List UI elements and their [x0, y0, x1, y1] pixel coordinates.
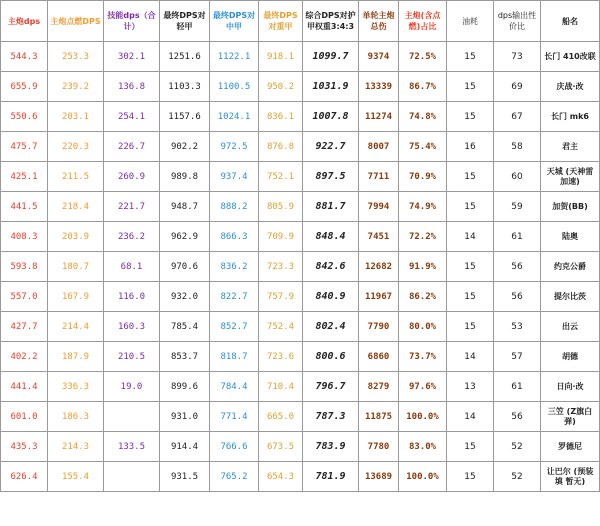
table-row: [1, 402, 600, 432]
main-ratio-cell: 97.6%: [399, 372, 447, 402]
weighted-dps-cell: 922.7: [303, 132, 359, 162]
ignite-dps-cell: 336.3: [48, 372, 104, 402]
oil-cost-cell: 14: [447, 222, 494, 252]
final-heavy-cell: 836.1: [259, 102, 303, 132]
ship-name-cell: 长门 mk6: [541, 102, 600, 132]
final-heavy-cell: 757.9: [259, 282, 303, 312]
final-light-cell: 931.5: [160, 462, 210, 492]
ship-name-cell: 胡德: [541, 342, 600, 372]
header-ship-name: 船名: [541, 1, 600, 42]
final-light-cell: 931.0: [160, 402, 210, 432]
salvo-damage-cell: 8007: [359, 132, 399, 162]
main-dps-cell: 408.3: [1, 222, 48, 252]
main-ratio-cell: 74.8%: [399, 102, 447, 132]
final-light-cell: 989.8: [160, 162, 210, 192]
final-medium-cell: 766.6: [210, 432, 259, 462]
oil-cost-cell: 14: [447, 342, 494, 372]
cost-efficiency-cell: 58: [494, 132, 541, 162]
main-dps-cell: 601.0: [1, 402, 48, 432]
ignite-dps-cell: 214.4: [48, 312, 104, 342]
ignite-dps-cell: 211.5: [48, 162, 104, 192]
ignite-dps-cell: 187.9: [48, 342, 104, 372]
cost-efficiency-cell: 59: [494, 192, 541, 222]
table-row: [1, 432, 600, 462]
header-main-ratio: 主炮(含点燃)占比: [399, 1, 447, 42]
skill-dps-cell: 226.7: [104, 132, 160, 162]
weighted-dps-cell: 1099.7: [303, 42, 359, 72]
weighted-dps-cell: 1007.8: [303, 102, 359, 132]
ship-name-cell: 君主: [541, 132, 600, 162]
main-dps-cell: 626.4: [1, 462, 48, 492]
ignite-dps-cell: 220.3: [48, 132, 104, 162]
skill-dps-cell: 136.8: [104, 72, 160, 102]
salvo-damage-cell: 6860: [359, 342, 399, 372]
final-medium-cell: 784.4: [210, 372, 259, 402]
header-cost-efficiency: dps输出性价比: [494, 1, 541, 42]
ship-name-cell: 提尔比茨: [541, 282, 600, 312]
ignite-dps-cell: 155.4: [48, 462, 104, 492]
final-medium-cell: 822.7: [210, 282, 259, 312]
skill-dps-cell: 302.1: [104, 42, 160, 72]
salvo-damage-cell: 7451: [359, 222, 399, 252]
weighted-dps-cell: 848.4: [303, 222, 359, 252]
oil-cost-cell: 14: [447, 402, 494, 432]
table-row: [1, 282, 600, 312]
oil-cost-cell: 15: [447, 42, 494, 72]
cost-efficiency-cell: 52: [494, 432, 541, 462]
weighted-dps-cell: 802.4: [303, 312, 359, 342]
ignite-dps-cell: 214.3: [48, 432, 104, 462]
ship-name-cell: 让巴尔 (预装填 暂无): [541, 462, 600, 492]
header-skill-dps: 技能dps（合计）: [104, 1, 160, 42]
skill-dps-cell: 68.1: [104, 252, 160, 282]
table-row: [1, 42, 600, 72]
final-heavy-cell: 654.3: [259, 462, 303, 492]
skill-dps-cell: [104, 462, 160, 492]
ignite-dps-cell: 186.3: [48, 402, 104, 432]
ship-name-cell: 日向·改: [541, 372, 600, 402]
main-dps-cell: 425.1: [1, 162, 48, 192]
oil-cost-cell: 15: [447, 462, 494, 492]
final-heavy-cell: 665.0: [259, 402, 303, 432]
weighted-dps-cell: 783.9: [303, 432, 359, 462]
final-heavy-cell: 752.1: [259, 162, 303, 192]
final-light-cell: 932.0: [160, 282, 210, 312]
ship-name-cell: 三笠 (Z旗白弹): [541, 402, 600, 432]
main-dps-cell: 441.4: [1, 372, 48, 402]
final-light-cell: 1157.6: [160, 102, 210, 132]
main-ratio-cell: 70.9%: [399, 162, 447, 192]
final-heavy-cell: 876.8: [259, 132, 303, 162]
oil-cost-cell: 15: [447, 282, 494, 312]
final-medium-cell: 852.7: [210, 312, 259, 342]
main-dps-cell: 655.9: [1, 72, 48, 102]
salvo-damage-cell: 11967: [359, 282, 399, 312]
cost-efficiency-cell: 52: [494, 462, 541, 492]
cost-efficiency-cell: 60: [494, 162, 541, 192]
final-heavy-cell: 752.4: [259, 312, 303, 342]
cost-efficiency-cell: 53: [494, 312, 541, 342]
weighted-dps-cell: 796.7: [303, 372, 359, 402]
oil-cost-cell: 15: [447, 192, 494, 222]
final-medium-cell: 1122.1: [210, 42, 259, 72]
header-ignite-dps: 主炮点燃DPS: [48, 1, 104, 42]
final-heavy-cell: 709.9: [259, 222, 303, 252]
salvo-damage-cell: 7780: [359, 432, 399, 462]
final-light-cell: 914.4: [160, 432, 210, 462]
cost-efficiency-cell: 73: [494, 42, 541, 72]
main-dps-cell: 557.0: [1, 282, 48, 312]
salvo-damage-cell: 13689: [359, 462, 399, 492]
salvo-damage-cell: 7711: [359, 162, 399, 192]
weighted-dps-cell: 840.9: [303, 282, 359, 312]
ship-name-cell: 天城 (天神雷 加速): [541, 162, 600, 192]
final-medium-cell: 866.3: [210, 222, 259, 252]
main-dps-cell: 593.8: [1, 252, 48, 282]
skill-dps-cell: [104, 402, 160, 432]
final-light-cell: 853.7: [160, 342, 210, 372]
header-weighted-dps: 综合DPS对护甲权重3:4:3: [303, 1, 359, 42]
main-dps-cell: 441.5: [1, 192, 48, 222]
main-ratio-cell: 86.2%: [399, 282, 447, 312]
weighted-dps-cell: 1031.9: [303, 72, 359, 102]
final-medium-cell: 836.2: [210, 252, 259, 282]
skill-dps-cell: 19.0: [104, 372, 160, 402]
main-ratio-cell: 91.9%: [399, 252, 447, 282]
skill-dps-cell: 221.7: [104, 192, 160, 222]
ship-name-cell: 加贺(BB): [541, 192, 600, 222]
main-ratio-cell: 73.7%: [399, 342, 447, 372]
final-medium-cell: 1100.5: [210, 72, 259, 102]
ship-name-cell: 约克公爵: [541, 252, 600, 282]
main-dps-cell: 475.7: [1, 132, 48, 162]
ship-name-cell: 庆战·改: [541, 72, 600, 102]
final-light-cell: 899.6: [160, 372, 210, 402]
ship-name-cell: 出云: [541, 312, 600, 342]
oil-cost-cell: 15: [447, 72, 494, 102]
table-row: [1, 342, 600, 372]
final-light-cell: 970.6: [160, 252, 210, 282]
final-heavy-cell: 918.1: [259, 42, 303, 72]
final-light-cell: 902.2: [160, 132, 210, 162]
ignite-dps-cell: 203.1: [48, 102, 104, 132]
oil-cost-cell: 13: [447, 372, 494, 402]
final-medium-cell: 937.4: [210, 162, 259, 192]
ship-name-cell: 陆奥: [541, 222, 600, 252]
final-heavy-cell: 723.6: [259, 342, 303, 372]
table-row: [1, 222, 600, 252]
ship-name-cell: 长门 410改联: [541, 42, 600, 72]
table-row: [1, 372, 600, 402]
main-dps-cell: 550.6: [1, 102, 48, 132]
salvo-damage-cell: 7790: [359, 312, 399, 342]
skill-dps-cell: 133.5: [104, 432, 160, 462]
skill-dps-cell: 160.3: [104, 312, 160, 342]
ignite-dps-cell: 203.9: [48, 222, 104, 252]
main-dps-cell: 427.7: [1, 312, 48, 342]
table-row: [1, 462, 600, 492]
main-ratio-cell: 83.0%: [399, 432, 447, 462]
header-final-heavy: 最终DPS对重甲: [259, 1, 303, 42]
table-row: [1, 252, 600, 282]
skill-dps-cell: 260.9: [104, 162, 160, 192]
table-row: [1, 72, 600, 102]
header-final-light: 最终DPS对轻甲: [160, 1, 210, 42]
table-row: [1, 312, 600, 342]
main-ratio-cell: 80.0%: [399, 312, 447, 342]
main-dps-cell: 402.2: [1, 342, 48, 372]
skill-dps-cell: 210.5: [104, 342, 160, 372]
cost-efficiency-cell: 56: [494, 252, 541, 282]
final-heavy-cell: 673.5: [259, 432, 303, 462]
final-heavy-cell: 723.3: [259, 252, 303, 282]
final-heavy-cell: 805.9: [259, 192, 303, 222]
cost-efficiency-cell: 67: [494, 102, 541, 132]
final-medium-cell: 765.2: [210, 462, 259, 492]
ignite-dps-cell: 239.2: [48, 72, 104, 102]
header-row: [1, 1, 600, 42]
final-heavy-cell: 710.4: [259, 372, 303, 402]
skill-dps-cell: 236.2: [104, 222, 160, 252]
final-light-cell: 1103.3: [160, 72, 210, 102]
main-dps-cell: 544.3: [1, 42, 48, 72]
oil-cost-cell: 16: [447, 132, 494, 162]
main-dps-cell: 435.3: [1, 432, 48, 462]
table-body: [1, 42, 600, 492]
oil-cost-cell: 15: [447, 312, 494, 342]
table-row: [1, 192, 600, 222]
cost-efficiency-cell: 61: [494, 372, 541, 402]
cost-efficiency-cell: 56: [494, 282, 541, 312]
ignite-dps-cell: 167.9: [48, 282, 104, 312]
table-row: [1, 162, 600, 192]
weighted-dps-cell: 781.9: [303, 462, 359, 492]
final-light-cell: 785.4: [160, 312, 210, 342]
cost-efficiency-cell: 61: [494, 222, 541, 252]
main-ratio-cell: 72.5%: [399, 42, 447, 72]
final-medium-cell: 972.5: [210, 132, 259, 162]
skill-dps-cell: 116.0: [104, 282, 160, 312]
cost-efficiency-cell: 56: [494, 402, 541, 432]
final-medium-cell: 888.2: [210, 192, 259, 222]
header-oil-cost: 油耗: [447, 1, 494, 42]
salvo-damage-cell: 7994: [359, 192, 399, 222]
cost-efficiency-cell: 69: [494, 72, 541, 102]
final-light-cell: 962.9: [160, 222, 210, 252]
skill-dps-cell: 254.1: [104, 102, 160, 132]
weighted-dps-cell: 842.6: [303, 252, 359, 282]
table-row: [1, 132, 600, 162]
salvo-damage-cell: 12682: [359, 252, 399, 282]
salvo-damage-cell: 8279: [359, 372, 399, 402]
header-salvo-damage: 单轮主炮总伤: [359, 1, 399, 42]
weighted-dps-cell: 897.5: [303, 162, 359, 192]
salvo-damage-cell: 13339: [359, 72, 399, 102]
ignite-dps-cell: 180.7: [48, 252, 104, 282]
salvo-damage-cell: 11274: [359, 102, 399, 132]
weighted-dps-cell: 881.7: [303, 192, 359, 222]
final-medium-cell: 771.4: [210, 402, 259, 432]
final-medium-cell: 1024.1: [210, 102, 259, 132]
main-ratio-cell: 74.9%: [399, 192, 447, 222]
final-light-cell: 1251.6: [160, 42, 210, 72]
final-light-cell: 948.7: [160, 192, 210, 222]
main-ratio-cell: 86.7%: [399, 72, 447, 102]
final-medium-cell: 818.7: [210, 342, 259, 372]
ship-name-cell: 罗德尼: [541, 432, 600, 462]
weighted-dps-cell: 787.3: [303, 402, 359, 432]
table-row: [1, 102, 600, 132]
cost-efficiency-cell: 57: [494, 342, 541, 372]
oil-cost-cell: 15: [447, 162, 494, 192]
main-ratio-cell: 100.0%: [399, 402, 447, 432]
salvo-damage-cell: 9374: [359, 42, 399, 72]
main-ratio-cell: 100.0%: [399, 462, 447, 492]
main-ratio-cell: 72.2%: [399, 222, 447, 252]
oil-cost-cell: 15: [447, 102, 494, 132]
header-main-dps: 主炮dps: [1, 1, 48, 42]
main-ratio-cell: 75.4%: [399, 132, 447, 162]
salvo-damage-cell: 11875: [359, 402, 399, 432]
ignite-dps-cell: 253.3: [48, 42, 104, 72]
header-final-medium: 最终DPS对中甲: [210, 1, 259, 42]
final-heavy-cell: 950.2: [259, 72, 303, 102]
oil-cost-cell: 15: [447, 252, 494, 282]
weighted-dps-cell: 800.6: [303, 342, 359, 372]
oil-cost-cell: 15: [447, 432, 494, 462]
ignite-dps-cell: 218.4: [48, 192, 104, 222]
